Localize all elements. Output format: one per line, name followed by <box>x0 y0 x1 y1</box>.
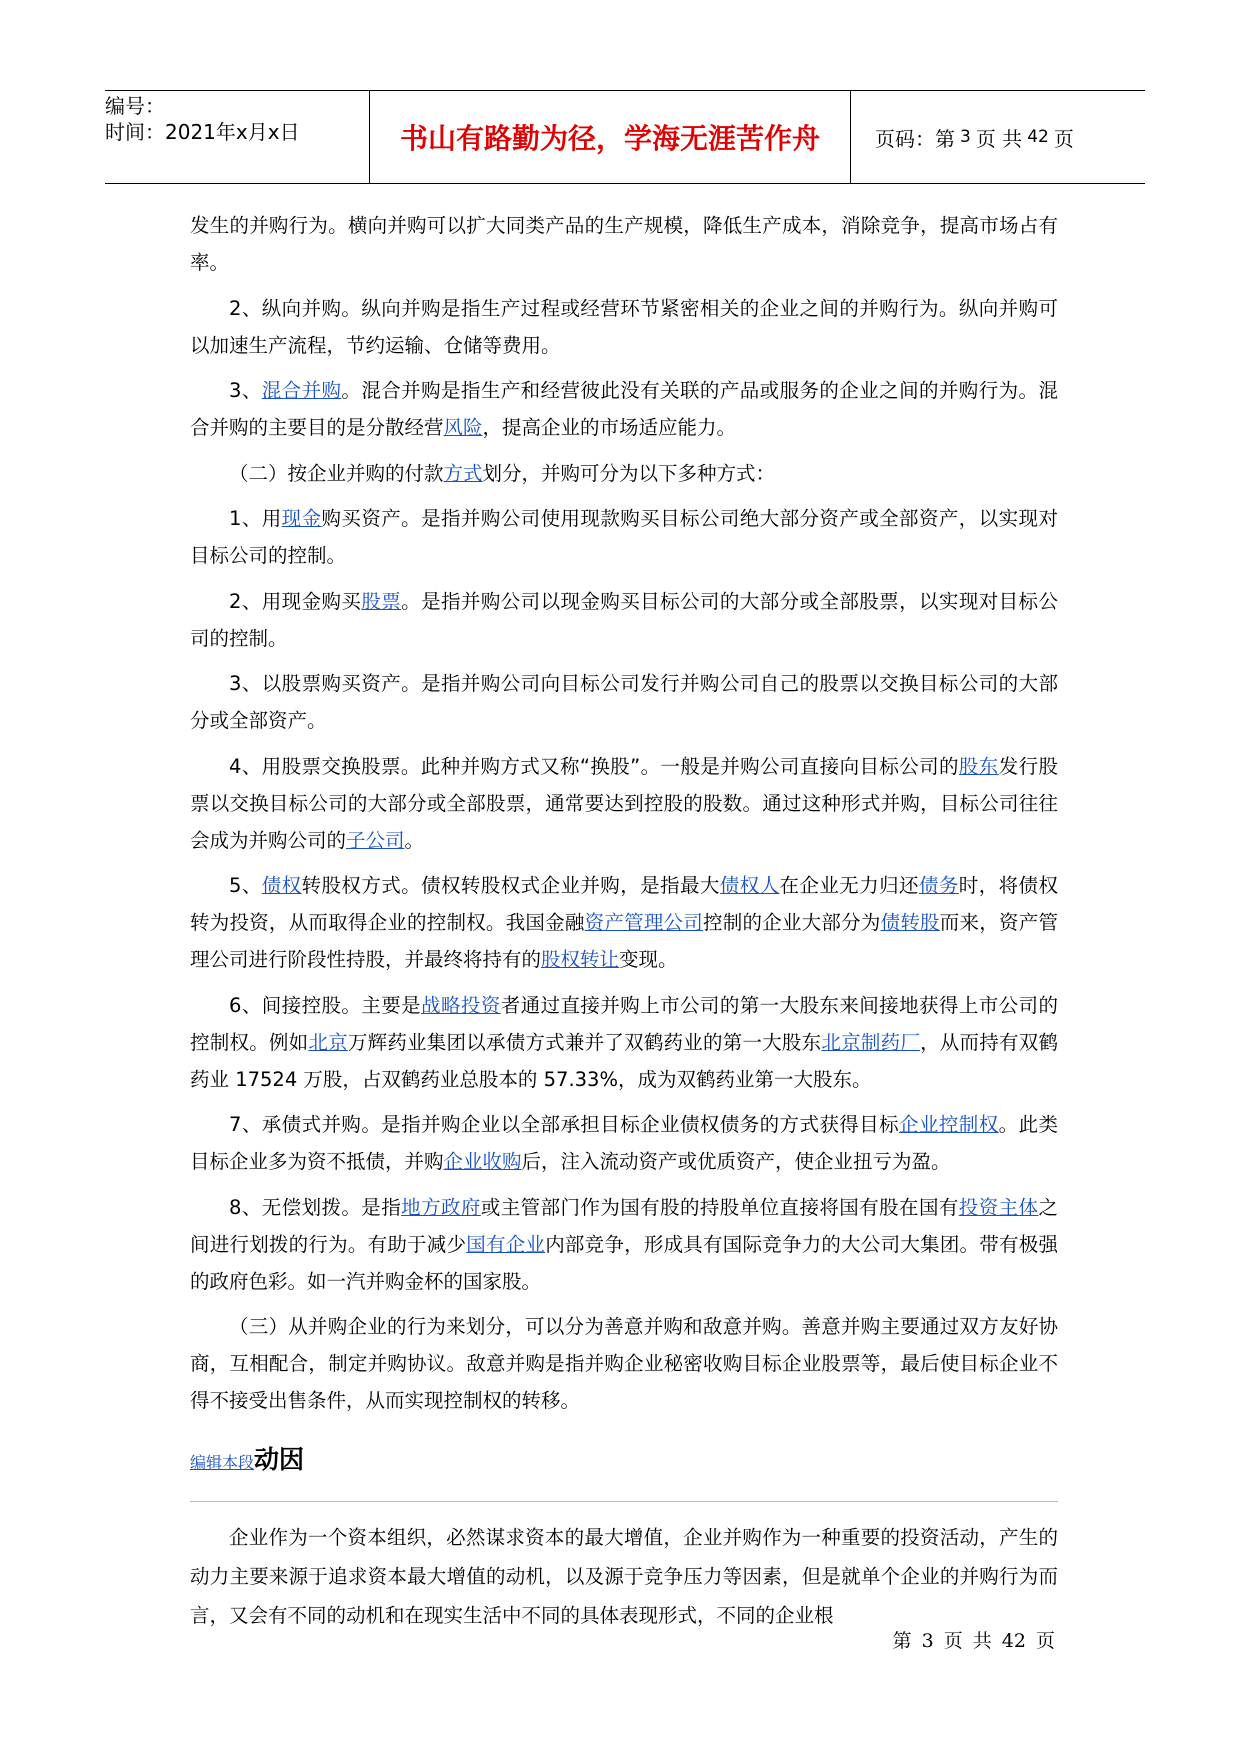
body-paragraph <box>190 867 1058 978</box>
inline-link[interactable]: 方式 <box>443 461 483 485</box>
paragraph-text: 2、用现金购买 <box>229 589 362 613</box>
body-paragraph <box>190 500 1058 574</box>
inline-link[interactable]: 资产管理公司 <box>584 911 704 934</box>
page-mid: 页 共 <box>975 126 1023 151</box>
paragraph-text: 4、用股票交换股票。此种并购方式又称“换股”。一般是并购公司直接向目标公司的 <box>229 754 959 778</box>
paragraph-text: ，从而持有双鹤药业 17524 万股，占双鹤药业总股本的 57.33%，成为双鹤药业第一大股东。 <box>190 1030 1058 1091</box>
paragraph-text: 之间进行划拨的行为。有助于减少 <box>190 1195 1058 1256</box>
paragraph-text: 划分，并购可分为以下多种方式： <box>482 461 776 485</box>
paragraph-text: （二）按企业并购的付款 <box>229 461 444 485</box>
body-paragraph <box>190 748 1058 859</box>
inline-link[interactable]: 国有企业 <box>466 1232 546 1256</box>
paragraph-text: 3、 <box>229 379 262 402</box>
paragraph-text: 3、以股票购买资产。是指并购公司向目标公司发行并购公司自己的股票以交换目标公司的大部分或全部资产。 <box>190 672 1058 732</box>
inline-link[interactable]: 混合并购 <box>261 379 342 402</box>
inline-link[interactable]: 债务 <box>918 874 959 897</box>
header-page-info <box>851 91 1145 183</box>
body-paragraph <box>190 583 1058 657</box>
page-header <box>105 90 1145 184</box>
body-paragraph <box>190 1308 1058 1419</box>
body-paragraph <box>190 290 1058 364</box>
inline-link[interactable]: 子公司 <box>346 828 405 852</box>
section-body <box>190 1501 1058 1635</box>
inline-link[interactable]: 现金 <box>281 507 322 530</box>
paragraph-text: 万辉药业集团以承债方式兼并了双鹤药业的第一大股东 <box>347 1030 822 1054</box>
page-number: 3 <box>960 127 971 147</box>
paragraph-text: 5、 <box>229 874 262 897</box>
paragraph-text: （三）从并购企业的行为来划分，可以分为善意并购和敌意并购。善意并购主要通过双方友好协商，互相配合，制定并购协议。敌意并购是指并购企业秘密收购目标企业股票等，最后使目标企业不得不接受出售条件，从而实现控制权的转移。 <box>190 1315 1058 1412</box>
paragraph-text: 后，注入流动资产或优质资产，使企业扭亏为盈。 <box>521 1150 951 1173</box>
paragraph-text: 。 <box>404 828 425 852</box>
paragraph-text: 时，将债权转为投资，从而取得企业的控制权。我国金融 <box>190 874 1058 934</box>
inline-link[interactable]: 股权转让 <box>541 948 620 971</box>
paragraph-text: 。混合并购是指生产和经营彼此没有关联的产品或服务的企业之间的并购行为。混合并购的主要目的是分散经营 <box>190 379 1058 439</box>
paragraph-text: 内部竞争，形成具有国际竞争力的大公司大集团。带有极强的政府色彩。如一汽并购金杯的国家股。 <box>190 1232 1058 1293</box>
document-body <box>190 207 1058 1644</box>
body-paragraph <box>190 207 1058 281</box>
paragraph-text: 1、用 <box>229 507 282 530</box>
inline-link[interactable]: 北京 <box>308 1030 348 1054</box>
section-paragraph: 企业作为一个资本组织，必然谋求资本的最大增值，企业并购作为一种重要的投资活动，产生的动力主要来源于追求资本最大增值的动机，以及源于竞争压力等因素，但是就单个企业的并购行为而言，又会有不同的动机和在现实生活中不同的具体表现形式，不同的企业根 <box>190 1526 1058 1627</box>
inline-link[interactable]: 企业收购 <box>443 1150 522 1173</box>
paragraph-text: 。此类目标企业多为资不抵债，并购 <box>190 1113 1058 1173</box>
inline-link[interactable]: 地方政府 <box>401 1195 481 1219</box>
body-paragraph <box>190 372 1058 446</box>
paragraph-text: 。是指并购公司以现金购买目标公司的大部分或全部股票，以实现对目标公司的控制。 <box>190 589 1058 650</box>
body-paragraph <box>190 1106 1058 1180</box>
inline-link[interactable]: 债权 <box>261 874 302 897</box>
inline-link[interactable]: 风险 <box>443 416 483 439</box>
paragraph-text: 8、无偿划拨。是指 <box>229 1195 402 1219</box>
body-paragraph <box>190 987 1058 1098</box>
body-paragraph <box>190 665 1058 739</box>
inline-link[interactable]: 投资主体 <box>958 1195 1039 1219</box>
inline-link[interactable]: 股东 <box>958 754 999 778</box>
header-left-cell <box>105 91 369 185</box>
page-prefix: 页码：第 <box>875 126 955 151</box>
paragraph-text: 购买资产。是指并购公司使用现款购买目标公司绝大部分资产或全部资产，以实现对目标公司的控制。 <box>190 507 1058 567</box>
header-motto: 书山有路勤为径，学海无涯苦作舟 <box>369 91 851 183</box>
serial-label: 编号： <box>105 94 165 118</box>
paragraph-text: 发生的并购行为。横向并购可以扩大同类产品的生产规模，降低生产成本，消除竞争，提高市场占有率。 <box>190 214 1058 274</box>
inline-link[interactable]: 北京制药厂 <box>821 1030 921 1054</box>
body-paragraph <box>190 1189 1058 1300</box>
edit-section-link[interactable]: 编辑本段 <box>190 1453 255 1472</box>
paragraph-text: 变现。 <box>619 948 678 971</box>
paragraph-text: 在企业无力归还 <box>779 874 919 897</box>
page-suffix: 页 <box>1053 126 1074 151</box>
section-title: 动因 <box>254 1445 305 1474</box>
inline-link[interactable]: 债权人 <box>719 874 780 897</box>
paragraph-text: ，提高企业的市场适应能力。 <box>482 416 737 439</box>
body-paragraph <box>190 455 1058 492</box>
page-footer: 第 3 页 共 42 页 <box>892 1630 1055 1652</box>
paragraph-text: 者通过直接并购上市公司的第一大股东来间接地获得上市公司的控制权。例如 <box>190 993 1058 1054</box>
paragraph-text: 2、纵向并购。纵向并购是指生产过程或经营环节紧密相关的企业之间的并购行为。纵向并购可以加速生产流程，节约运输、仓储等费用。 <box>190 296 1058 357</box>
paragraph-text: 控制的企业大部分为 <box>703 911 881 934</box>
paragraph-text: 6、间接控股。主要是 <box>229 993 422 1017</box>
inline-link[interactable]: 企业控制权 <box>899 1113 999 1136</box>
inline-link[interactable]: 战略投资 <box>421 993 501 1017</box>
time-label: 时间：2021年x月x日 <box>105 120 300 144</box>
paragraph-text: 而来，资产管理公司进行阶段性持股，并最终将持有的 <box>190 911 1058 971</box>
paragraph-text: 发行股票以交换目标公司的大部分或全部股票，通常要达到控股的股数。通过这种形式并购，目标公司往往会成为并购公司的 <box>190 754 1058 852</box>
paragraph-text: 7、承债式并购。是指并购企业以全部承担目标企业债权债务的方式获得目标 <box>229 1113 900 1136</box>
inline-link[interactable]: 债转股 <box>880 911 940 934</box>
section-heading <box>190 1437 1058 1483</box>
page-total: 42 <box>1027 127 1049 147</box>
paragraph-text: 转股权方式。债权转股权式企业并购，是指最大 <box>301 874 720 897</box>
inline-link[interactable]: 股票 <box>361 589 402 613</box>
paragraph-text: 或主管部门作为国有股的持股单位直接将国有股在国有 <box>480 1195 959 1219</box>
paragraph-list <box>190 207 1058 1419</box>
